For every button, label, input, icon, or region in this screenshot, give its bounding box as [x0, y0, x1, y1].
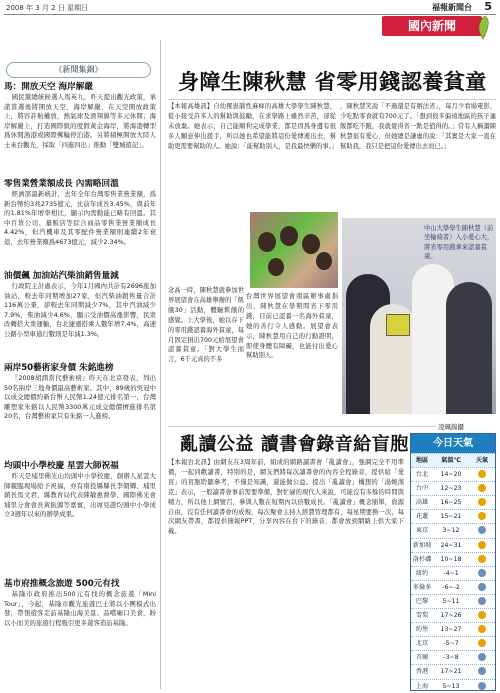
weather-city: 約堡	[415, 626, 429, 634]
weather-city: 巴黎	[415, 597, 429, 605]
weather-icon	[478, 484, 486, 492]
weather-temp: 15~21	[440, 513, 462, 521]
weather-row	[411, 650, 495, 664]
weather-icon	[478, 498, 486, 506]
article-text: 【本報台北訊】由網友在3周年前，組成的網路讀書會「亂讀會」，強調完全不用準備，一起同歡讀書，特別的是，網友們將每次讀書會的內容全程錄音，提供給「愛盲」的盲胞聆聽參考，不僅是知識，還能做公益。提出「亂讀會」構想的「湯婉漢克」表示，一般讀書會事前需要準備，對忙碌的現代人來說，可能沒有多餘的時間與精力，所以他上網號召，參與人數在短期內以倍數成長。「亂讀會」概念簡單，資源自由，沒有任何讀書會的成規，每次聚會主持人經費管理都有，每星期要換一次，每次網友帶書，都提供簡報PPT、分享內容在台下的錄音，都會放到網路上供大家下載。	[168, 459, 404, 536]
weather-icon	[478, 555, 486, 563]
brief-title: 零售業營業額成長 內需略回溫	[4, 179, 119, 189]
weather-icon-cell	[469, 609, 495, 622]
weather-icon	[478, 512, 486, 520]
weather-city: 台北	[415, 471, 429, 479]
weather-city: 台中	[415, 485, 429, 493]
issue-date: 2008 年 3 月 2 日 星期日	[6, 4, 89, 12]
weather-city: 洛杉磯	[412, 555, 432, 563]
weather-row	[411, 622, 495, 636]
weather-row	[411, 636, 495, 650]
weather-city: 多倫多	[412, 583, 432, 591]
weather-temp: -4~1	[443, 569, 459, 577]
weather-icon-cell	[469, 680, 495, 693]
article-text: 【本報高雄訊】自幼罹患腦性麻痺的高雄大學學生陳秋慧，從小接受許多人的幫助與鼓勵，在求學路上雖然辛苦，卻從未放棄。她表示，自己能順利完成學業，都是因爲身邊有很多人願意伸出援手，所以她也希望能將這份愛傳遞出去，幫助更需要幫助的人。她說：「能幫助別人，是我最快樂的事。」	[168, 103, 339, 150]
weather-title: 今日天氣	[411, 434, 495, 453]
brief-text: 經濟部最新統計，去年全年台灣零售業營業額，爲新台幣約3兆2735億元，比前年成長3.45%，與前年的1.81%年增率相比，顯示內需動能已略有回溫。其中百貨公司、量販店等綜合商品零售業營業額成長4.42%，但汽機車及其零配件營業額則連續2年衰退，去年營業額爲4673億元，減少2.34%。	[4, 190, 156, 246]
photo-caption: 中山大學學生陳秋慧（前坐輪椅者）入小愛心大，將省零用錢拿來認養貧童。	[424, 225, 494, 261]
weather-row	[411, 594, 495, 608]
brief-item[interactable]	[4, 81, 156, 151]
children-photo	[250, 212, 338, 288]
weather-temp: 5~11	[442, 597, 460, 605]
weather-temp: 17~21	[440, 668, 462, 676]
weather-row	[411, 523, 495, 537]
weather-temp: 10~18	[440, 555, 462, 563]
weather-box	[410, 433, 496, 691]
weather-icon-cell	[469, 665, 495, 678]
weather-temp: 13~27	[440, 626, 462, 634]
weather-temp: 17~26	[440, 612, 462, 620]
weather-icon	[478, 682, 486, 690]
brief-item[interactable]	[4, 578, 156, 628]
weather-icon	[478, 569, 486, 577]
weather-row	[411, 495, 495, 509]
weather-icon-cell	[469, 524, 495, 537]
article-rule	[168, 426, 436, 427]
brief-text: 基隆市政府推出500元有找的概念旅遊「Mini Tour」，今起，基隆市觀光旅遊巴士將以小團模式出發，帶領遊客走訪基隆山海美景、品嚐廟口美食，盼以小而美的旅遊行程吸引更多遊客造訪基隆。	[4, 590, 156, 627]
weather-row	[411, 679, 495, 693]
paper-name: 福報新聞台	[432, 3, 472, 12]
weather-icon	[478, 639, 486, 647]
headline-rule	[168, 99, 496, 100]
brief-item[interactable]	[4, 270, 156, 340]
weather-row	[411, 580, 495, 594]
brief-text: 行政院主計處表示，今年1月國內共計有2696座加油站，較去年同期增加27家，但汽柴油銷售量合計116萬公秉，卻較去年同期減少7%，其中汽油減少7.9%，柴油減少4.6%，顯示受油價高漲影響，民衆改轉搭大衆運輸，台北捷運搭乘人數年增7.4%，高速公路小型車通行數則是年減1.3%。	[4, 282, 156, 338]
weather-city: 首爾	[415, 654, 429, 662]
weather-icon	[478, 653, 486, 661]
weather-icon	[478, 526, 486, 534]
weather-icon	[478, 470, 486, 478]
brief-item[interactable]	[4, 178, 156, 248]
weather-icon-cell	[469, 496, 495, 509]
brief-title: 兩岸50藝術家身價 朱銘進榜	[4, 363, 114, 373]
weather-city: 花蓮	[415, 513, 429, 521]
weather-icon-cell	[469, 567, 495, 580]
weather-icon-cell	[469, 581, 495, 594]
article-text: 台灣世界展望會南區辦事處指出，陳秋慧在學期間省下零用錢，目前已認養一名海外貧童，她的善行令人感動。展望會表示，陳秋慧用自己的行動證明，即使身體有障礙，也能付出愛心幫助別人。	[246, 293, 338, 360]
weather-temp: 12~23	[440, 485, 462, 493]
student-photo	[342, 218, 496, 414]
weather-temp: -3~8	[443, 654, 459, 662]
weather-icon-cell	[469, 468, 495, 481]
weather-temp: 14~20	[440, 471, 462, 479]
weather-row	[411, 608, 495, 622]
news-digest-banner: 《新聞集錦》	[6, 62, 151, 78]
weather-icon	[478, 541, 486, 549]
weather-icon	[478, 625, 486, 633]
section-tab[interactable]: 國內新聞	[382, 16, 482, 36]
brief-text: 昨天是埔里佛光山均頭中小學校慶，創辦人星雲大師親臨現場給予祝福，亦有南投縣縣長李朝卿、埔里鎮長馬文君、縣教育局代表陳敏惠督學、國際佛光會埔里分會會長黃振源等嘉賓，出席見證均頭中小學成立3週年以來的辦學成果。	[4, 472, 156, 519]
donation-sign	[386, 314, 410, 336]
article-text: ，陳秋慧笑說「不過還是有辦法省」，每月少看場電影、少吃點零食就有700元了。「想到很多偏遠地區的孩子連飯都吃不飽，我就覺得省一點是值得的。」常有人稱讚陳秋慧很有愛心，但她總是謙虛的說：「其實是大家一直在幫助我，我只是把這份愛傳出去而已。」	[340, 103, 496, 150]
weather-icon	[478, 611, 486, 619]
column-divider	[160, 40, 161, 689]
weather-icon	[478, 583, 486, 591]
weather-row	[411, 481, 495, 495]
weather-row	[411, 566, 495, 580]
weather-icon-cell	[469, 553, 495, 566]
weather-icon	[478, 667, 486, 675]
weather-header-row: 地區 氣溫℃ 天氣	[411, 453, 495, 467]
weather-row	[411, 664, 495, 678]
weather-icon-cell	[469, 482, 495, 495]
weather-temp: 24~31	[440, 541, 462, 549]
page-number: 5	[484, 0, 492, 13]
brief-title: 基市府推概念旅遊 500元有找	[4, 579, 120, 589]
header-rule	[4, 14, 496, 15]
article-text: 念高一時，陳秋慧就參加世界展望會在高雄舉辦的「飢餓30」活動，體驗飢餓的感覺。上大學後，她以存下的零用錢認養海外貧童，每月固定捐出700元給展望會認養貧童。「對大學生而言，6千元真的不多	[168, 287, 244, 364]
brief-text: 國民黨總統候選人馬英九，昨天提出觀光政策，承諾當選後將開放天空、海岸解嚴，在天空開放政策上，將容許航權放，熱氣球及滑翔翼等多元休閒；海岸解嚴上，打造國際級的度假黃金海岸，將海港轉型爲休閒漁港或國際郵輪停泊港。另將積極開放大陸人士來台觀光，採取「四進四出」推動「雙城遊記」。	[4, 93, 156, 149]
weather-city: 新加坡	[412, 541, 432, 549]
weather-icon-cell	[469, 637, 495, 650]
weather-city: 高雄	[415, 499, 429, 507]
weather-icon-cell	[469, 595, 495, 608]
weather-temp: -5~7	[443, 640, 459, 648]
weather-city: 上海	[415, 682, 429, 690]
photo-credit: 凌珮錦攝	[438, 423, 464, 431]
weather-city: 北京	[415, 640, 429, 648]
brief-title: 均頭中小學校慶 星雲大師祝福	[4, 461, 119, 471]
weather-temp: 5~13	[442, 682, 460, 690]
brief-title: 油價飆 加油站汽柴油銷售量減	[4, 271, 119, 281]
weather-icon	[478, 597, 486, 605]
article-headline[interactable]: 亂讀公益 讀書會錄音給盲胞	[180, 434, 409, 455]
weather-icon-cell	[469, 510, 495, 523]
weather-temp: 16~25	[440, 499, 462, 507]
taiwan-map-icon	[474, 15, 492, 41]
weather-row	[411, 552, 495, 566]
weather-city: 東京	[415, 527, 429, 535]
weather-row	[411, 538, 495, 552]
brief-item[interactable]	[4, 460, 156, 520]
article-headline[interactable]: 身障生陳秋慧 省零用錢認養貧童	[178, 70, 487, 94]
weather-city: 香港	[415, 668, 429, 676]
weather-row	[411, 509, 495, 523]
weather-city: 紐約	[415, 569, 429, 577]
weather-row	[411, 467, 495, 481]
weather-icon-cell	[469, 623, 495, 636]
weather-icon-cell	[469, 539, 495, 552]
weather-temp: -6~-2	[442, 583, 460, 591]
weather-temp: 3~12	[442, 527, 460, 535]
brief-title: 馬：開放天空 海岸解嚴	[4, 82, 93, 92]
brief-text: 『2008胡潤當代藝術榜』昨天在北京發表，列出50名兩岸三地身價最高藝術家。其中，89歲的吳冠中以成交總價約新台幣人民幣1.24億元排名第一，台灣雕塑家朱銘以人民幣3300萬元成交總價擠進排名第20名，台灣藝術家只有朱銘一人進榜。	[4, 374, 156, 421]
brief-item[interactable]	[4, 362, 156, 422]
weather-city: 雪梨	[415, 612, 429, 620]
weather-icon-cell	[469, 651, 495, 664]
